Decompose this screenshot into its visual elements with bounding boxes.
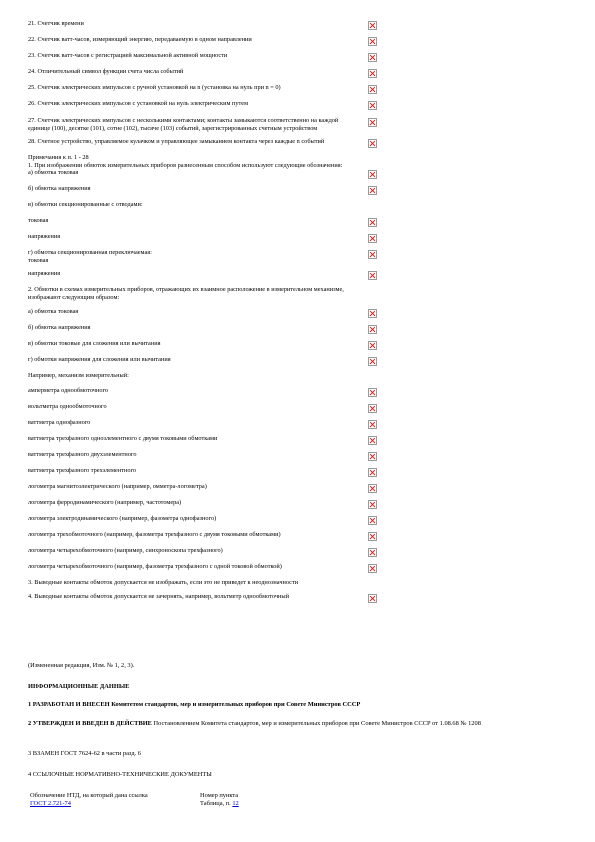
row-spacer	[28, 301, 378, 308]
table-row	[28, 419, 378, 429]
row-text: ваттметра трехфазного трехэлементного	[28, 466, 137, 474]
row-text: ваттметра трехфазного однозлементного с двумя токовыми обмотками	[28, 434, 218, 442]
broken-image-icon	[368, 500, 377, 509]
broken-image-icon	[368, 139, 377, 148]
table-row	[28, 68, 378, 78]
image-cell	[366, 36, 378, 46]
row-text: 26. Счетчик электрических импульсов с установкой на нуль электрическим путем	[28, 100, 249, 107]
ref-header-item: Номер пункта	[200, 792, 239, 799]
broken-image-icon	[368, 548, 377, 557]
row-text: 24. Отличительный символ функции счета числа событий	[28, 68, 184, 75]
broken-image-icon	[368, 484, 377, 493]
image-cell	[366, 593, 378, 603]
ref-item-prefix: Таблица, п.	[200, 800, 233, 807]
broken-image-icon	[368, 341, 377, 350]
broken-image-icon	[368, 53, 377, 62]
image-cell	[366, 138, 378, 148]
row-text: логометра ферродинамического (например, частотомера)	[28, 498, 182, 506]
image-cell	[366, 547, 378, 557]
image-cell	[366, 185, 378, 195]
broken-image-icon	[368, 170, 377, 179]
table-row	[28, 593, 378, 603]
row-text: б) обмотка напряжения	[28, 324, 91, 332]
broken-image-icon	[368, 452, 377, 461]
table-row	[28, 499, 378, 509]
row-spacer	[28, 110, 378, 117]
table-row	[28, 547, 378, 557]
table-row	[28, 154, 378, 169]
image-cell	[366, 515, 378, 525]
image-cell	[366, 52, 378, 62]
row-text: логометра трехобмоточного (например, фазометра трехфазного с двумя токовыми обмотками)	[28, 530, 281, 538]
table-row	[28, 324, 378, 334]
ref-header-doc: Обозначение НТД, на который дана ссылка	[30, 792, 148, 799]
table-row	[28, 356, 378, 366]
image-cell	[366, 249, 378, 259]
image-cell	[366, 435, 378, 445]
table-row	[28, 100, 378, 110]
broken-image-icon	[368, 420, 377, 429]
image-cell	[366, 308, 378, 318]
table-row	[28, 515, 378, 525]
image-cell	[366, 403, 378, 413]
table-row	[28, 169, 378, 179]
image-cell	[366, 499, 378, 509]
table-row	[28, 217, 378, 227]
table-row	[28, 467, 378, 477]
row-text: 23. Счетчик ватт-часов с регистрацией максимальной активной мощности	[28, 52, 228, 59]
broken-image-icon	[368, 234, 377, 243]
row-text: г) обмотка секционированная переключаемая: токовая	[28, 248, 152, 264]
broken-image-icon	[368, 69, 377, 78]
image-cell	[366, 467, 378, 477]
info-item-4: 4 ССЫЛОЧНЫЕ НОРМАТИВНО-ТЕХНИЧЕСКИЕ ДОКУМЕНТЫ	[28, 771, 212, 778]
image-cell	[366, 169, 378, 179]
table-row	[28, 117, 378, 132]
image-cell	[366, 483, 378, 493]
row-text: ваттметра трехфазного двухэлементного	[28, 450, 137, 458]
image-cell	[366, 20, 378, 30]
row-text: токовая	[28, 216, 49, 224]
row-spacer	[28, 209, 378, 217]
row-text: а) обмотка токовая	[28, 308, 79, 316]
image-cell	[366, 531, 378, 541]
table-row	[28, 435, 378, 445]
row-text: вольтметра однообмоточного	[28, 402, 107, 410]
broken-image-icon	[368, 37, 377, 46]
info-title: ИНФОРМАЦИОННЫЕ ДАННЫЕ	[28, 683, 130, 690]
row-text: в) обмотки секционированные с отводами:	[28, 201, 143, 209]
image-cell	[366, 270, 378, 280]
image-cell	[366, 340, 378, 350]
row-text: а) обмотка токовая	[28, 169, 79, 177]
table-row	[28, 233, 378, 243]
table-row	[28, 84, 378, 94]
table-row	[28, 403, 378, 413]
row-text: напряжения	[28, 270, 61, 278]
broken-image-icon	[368, 218, 377, 227]
broken-image-icon	[368, 250, 377, 259]
row-text: амперметра однообмоточного	[28, 386, 109, 394]
broken-image-icon	[368, 564, 377, 573]
table-row	[28, 201, 378, 209]
row-text: г) обмотки напряжения для сложения или вычитания	[28, 356, 171, 364]
references-header	[30, 792, 330, 800]
image-cell	[366, 356, 378, 366]
table-row	[28, 531, 378, 541]
table-row	[28, 579, 378, 587]
table-row	[28, 36, 378, 46]
row-text: логометра электродинамического (например, фазометра однофазного)	[28, 514, 217, 522]
row-text: Примечания к п. 1 - 28 1. При изображении обмоток измерительных приборов разнесенным способом используют следующие обозначения:	[28, 154, 343, 169]
table-row	[28, 185, 378, 195]
image-cell	[366, 100, 378, 110]
info-item-3: 3 ВЗАМЕН ГОСТ 7624-62 в части разд. 6	[28, 750, 141, 757]
table-row	[28, 563, 378, 573]
info-item-2-text: Постановлением Комитета стандартов, мер и измерительных приборов при Совете Министров СССР от 1.08.68 № 1208	[151, 720, 481, 727]
row-text: 3. Выводные контакты обмоток допускается не изображать, если это не приведет к неоднозначности	[28, 578, 299, 586]
ref-item-link[interactable]: 12	[232, 800, 239, 807]
table-row	[28, 52, 378, 62]
row-text: логометра четырехобмоточного (например, фазометра трехфазного с одной токовой обмоткой)	[28, 562, 282, 570]
broken-image-icon	[368, 271, 377, 280]
row-text: 21. Счетчик времени	[28, 20, 84, 27]
table-row	[28, 138, 378, 148]
table-row	[28, 270, 378, 280]
row-text: 22. Счетчик ватт-часов, измеряющий энергию, передаваемую в одном направлении	[28, 36, 252, 43]
broken-image-icon	[368, 404, 377, 413]
ref-doc-link[interactable]: ГОСТ 2.721-74	[30, 800, 71, 807]
row-text: логометра четырехобмоточного (например, синхроноскопа трехфазного)	[28, 546, 223, 554]
table-row	[28, 340, 378, 350]
table-row	[28, 483, 378, 493]
broken-image-icon	[368, 468, 377, 477]
row-spacer	[28, 380, 378, 387]
broken-image-icon	[368, 532, 377, 541]
table-row	[28, 286, 378, 301]
info-item-1	[28, 701, 573, 709]
row-text: 25. Счетчик электрических импульсов с ручной установкой на n (установка на нуль при n = 0)	[28, 84, 281, 91]
image-cell	[366, 217, 378, 227]
row-text: ваттметра однофазного	[28, 418, 91, 426]
change-note: (Измененная редакция, Изм. № 1, 2, 3).	[28, 662, 135, 669]
table-row	[28, 308, 378, 318]
broken-image-icon	[368, 594, 377, 603]
symbols-table	[28, 20, 378, 603]
row-text: 28. Счетное устройство, управляемое кулачком и управляющее замыканием контакта через каждые n событий	[28, 138, 325, 146]
table-row	[28, 451, 378, 461]
broken-image-icon	[368, 85, 377, 94]
broken-image-icon	[368, 357, 377, 366]
row-text: напряжения	[28, 232, 61, 240]
image-cell	[366, 324, 378, 334]
broken-image-icon	[368, 309, 377, 318]
info-item-2	[28, 720, 573, 728]
row-text: 4. Выводные контакты обмоток допускается не зачернять, например, вольтметр однообмоточный	[28, 592, 289, 600]
image-cell	[366, 84, 378, 94]
broken-image-icon	[368, 186, 377, 195]
broken-image-icon	[368, 118, 377, 127]
image-cell	[366, 117, 378, 127]
table-row	[28, 372, 378, 380]
image-cell	[366, 233, 378, 243]
image-cell	[366, 419, 378, 429]
references-row	[30, 800, 330, 808]
table-row	[28, 387, 378, 397]
row-text: в) обмотки токовые для сложения или вычитания	[28, 340, 161, 348]
broken-image-icon	[368, 101, 377, 110]
row-text: Например, механизм измерительный:	[28, 372, 129, 380]
image-cell	[366, 387, 378, 397]
references-table	[30, 792, 330, 808]
image-cell	[366, 68, 378, 78]
table-row	[28, 20, 378, 30]
row-text: 27. Счетчик электрических импульсов с несколькими контактами; контакты замыкаются соответственно на каждой единице (100), десятке (101), сотне (102), тысяче (103) событий, зарегистрированных счетным устройством	[28, 117, 339, 132]
broken-image-icon	[368, 325, 377, 334]
row-text: 2. Обмотки в схемах измерительных приборов, отражающих их взаимное расположение в измерительном механизме, изображают следующим образом:	[28, 286, 344, 301]
broken-image-icon	[368, 388, 377, 397]
info-item-2-bold: 2 УТВЕРЖДЕН И ВВЕДЕН В ДЕЙСТВИЕ	[28, 720, 152, 727]
broken-image-icon	[368, 436, 377, 445]
broken-image-icon	[368, 21, 377, 30]
row-text: б) обмотка напряжения	[28, 185, 91, 193]
broken-image-icon	[368, 516, 377, 525]
image-cell	[366, 451, 378, 461]
table-row	[28, 249, 378, 264]
row-text: логометра магнитоэлектрического (например, омметра-логометра)	[28, 482, 207, 490]
image-cell	[366, 563, 378, 573]
info-item-1-text: 1 РАЗРАБОТАН И ВНЕСЕН Комитетом стандартов, мер и измерительных приборов при Совете Министров СССР	[28, 701, 361, 708]
